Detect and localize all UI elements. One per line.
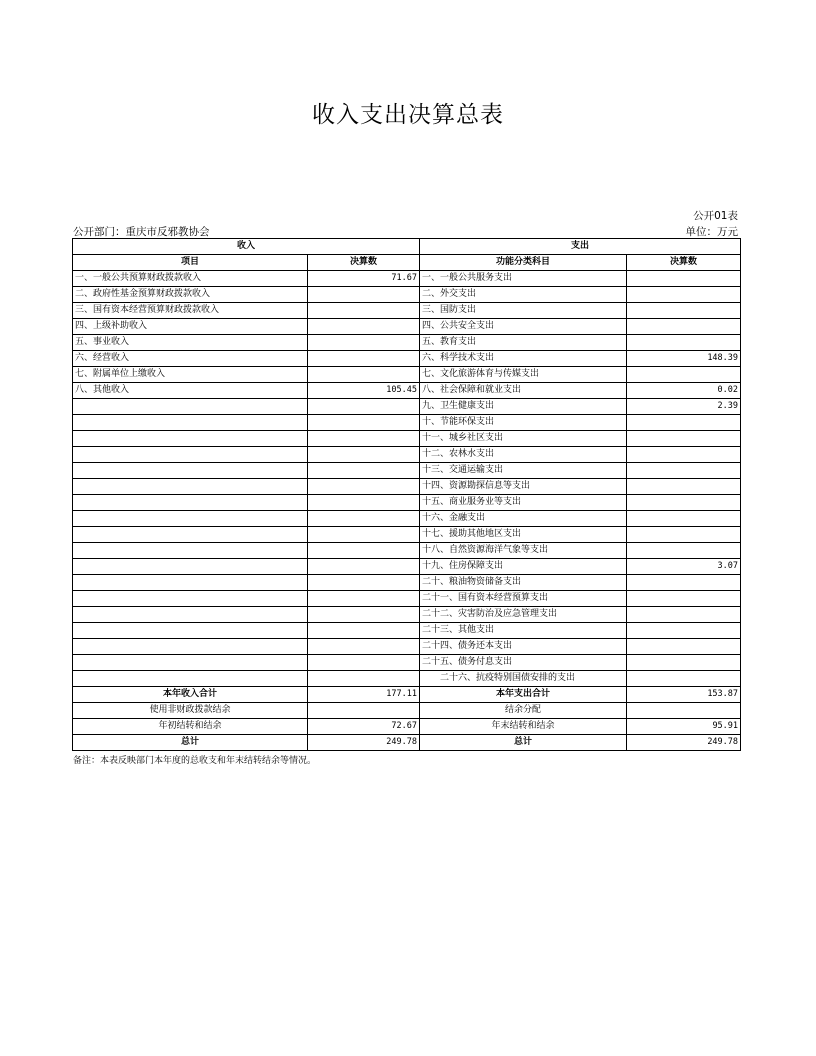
table-row bbox=[73, 431, 741, 447]
income-item-value bbox=[308, 575, 420, 591]
expense-item-label: 二十二、灾害防治及应急管理支出 bbox=[420, 607, 627, 623]
carryover-row-income-label: 年初结转和结余 bbox=[73, 719, 308, 735]
adjustment-row-expense-value bbox=[627, 703, 741, 719]
table-row bbox=[73, 543, 741, 559]
income-item-label: 六、经营收入 bbox=[73, 351, 308, 367]
form-code: 公开01表 bbox=[693, 210, 738, 222]
expense-item-label: 二十、粮油物资储备支出 bbox=[420, 575, 627, 591]
income-item-label bbox=[73, 575, 308, 591]
table-row bbox=[73, 527, 741, 543]
income-item-label bbox=[73, 511, 308, 527]
income-item-label: 五、事业收入 bbox=[73, 335, 308, 351]
expense-item-label: 十一、城乡社区支出 bbox=[420, 431, 627, 447]
department-label: 公开部门：重庆市反邪教协会 bbox=[73, 226, 210, 238]
income-item-label bbox=[73, 543, 308, 559]
income-item-label bbox=[73, 399, 308, 415]
expense-item-label: 二十四、债务还本支出 bbox=[420, 639, 627, 655]
expense-item-value bbox=[627, 447, 741, 463]
expense-item-value bbox=[627, 527, 741, 543]
income-item-label bbox=[73, 639, 308, 655]
table-row bbox=[73, 447, 741, 463]
expense-item-label: 十八、自然资源海洋气象等支出 bbox=[420, 543, 627, 559]
adjustment-row-income-label: 使用非财政拨款结余 bbox=[73, 703, 308, 719]
table-row bbox=[73, 511, 741, 527]
income-header: 收入 bbox=[73, 239, 420, 255]
grand-total-row-expense-value: 249.78 bbox=[627, 735, 741, 751]
expense-item-label: 十二、农林水支出 bbox=[420, 447, 627, 463]
income-item-label: 八、其他收入 bbox=[73, 383, 308, 399]
table-row bbox=[73, 319, 741, 335]
table-row bbox=[73, 367, 741, 383]
expense-item-label: 九、卫生健康支出 bbox=[420, 399, 627, 415]
expense-item-value: 148.39 bbox=[627, 351, 741, 367]
carryover-row-income-value: 72.67 bbox=[308, 719, 420, 735]
table-row bbox=[73, 655, 741, 671]
expense-item-label: 十九、住房保障支出 bbox=[420, 559, 627, 575]
table-row bbox=[73, 479, 741, 495]
income-item-label: 七、附属单位上缴收入 bbox=[73, 367, 308, 383]
table-row bbox=[73, 639, 741, 655]
expense-item-label: 二十三、其他支出 bbox=[420, 623, 627, 639]
income-item-value bbox=[308, 527, 420, 543]
expense-item-value bbox=[627, 671, 741, 687]
expense-item-value bbox=[627, 303, 741, 319]
adjustment-row-expense-label: 结余分配 bbox=[420, 703, 627, 719]
summary-table bbox=[72, 238, 741, 751]
income-item-value bbox=[308, 591, 420, 607]
expense-item-label: 十、节能环保支出 bbox=[420, 415, 627, 431]
expense-item-value bbox=[627, 639, 741, 655]
income-item-label bbox=[73, 463, 308, 479]
income-item-value bbox=[308, 367, 420, 383]
table-row bbox=[73, 399, 741, 415]
carryover-row bbox=[73, 719, 741, 735]
income-item-label: 三、国有资本经营预算财政拨款收入 bbox=[73, 303, 308, 319]
expense-item-value: 0.02 bbox=[627, 383, 741, 399]
expense-item-value bbox=[627, 655, 741, 671]
col-header-amount: 决算数 bbox=[308, 255, 420, 271]
income-item-value bbox=[308, 431, 420, 447]
expense-item-label: 二十六、抗疫特别国债安排的支出 bbox=[420, 671, 627, 687]
income-item-label bbox=[73, 479, 308, 495]
footnote: 备注：本表反映部门本年度的总收支和年末结转结余等情况。 bbox=[73, 756, 317, 766]
expense-item-label: 十六、金融支出 bbox=[420, 511, 627, 527]
expense-item-label: 六、科学技术支出 bbox=[420, 351, 627, 367]
income-item-label bbox=[73, 591, 308, 607]
income-item-value: 105.45 bbox=[308, 383, 420, 399]
table-row bbox=[73, 287, 741, 303]
income-item-value bbox=[308, 543, 420, 559]
column-header-row bbox=[73, 255, 741, 271]
table-row bbox=[73, 335, 741, 351]
expense-item-value bbox=[627, 415, 741, 431]
income-item-value bbox=[308, 351, 420, 367]
income-item-label bbox=[73, 559, 308, 575]
income-item-value bbox=[308, 287, 420, 303]
expense-item-value bbox=[627, 575, 741, 591]
expense-item-value bbox=[627, 623, 741, 639]
income-item-value bbox=[308, 335, 420, 351]
expense-item-value bbox=[627, 495, 741, 511]
table-row bbox=[73, 351, 741, 367]
unit-label: 单位：万元 bbox=[685, 226, 738, 238]
income-item-label bbox=[73, 415, 308, 431]
table-row bbox=[73, 463, 741, 479]
table-row bbox=[73, 303, 741, 319]
table-row bbox=[73, 607, 741, 623]
income-item-label: 一、一般公共预算财政拨款收入 bbox=[73, 271, 308, 287]
adjustment-row bbox=[73, 703, 741, 719]
table-row bbox=[73, 271, 741, 287]
expense-item-value bbox=[627, 607, 741, 623]
expense-item-label: 十三、交通运输支出 bbox=[420, 463, 627, 479]
income-item-value bbox=[308, 511, 420, 527]
grand-total-row-income-label: 总计 bbox=[73, 735, 308, 751]
col-header-item: 项目 bbox=[73, 255, 308, 271]
expense-item-value bbox=[627, 479, 741, 495]
expense-item-value bbox=[627, 367, 741, 383]
col-header-amount-2: 决算数 bbox=[627, 255, 741, 271]
table-row bbox=[73, 559, 741, 575]
expense-item-value bbox=[627, 271, 741, 287]
income-item-value bbox=[308, 479, 420, 495]
income-item-label bbox=[73, 655, 308, 671]
expense-item-value bbox=[627, 591, 741, 607]
col-header-function: 功能分类科目 bbox=[420, 255, 627, 271]
expense-item-label: 五、教育支出 bbox=[420, 335, 627, 351]
expense-item-label: 十七、援助其他地区支出 bbox=[420, 527, 627, 543]
income-item-value bbox=[308, 415, 420, 431]
expense-item-value bbox=[627, 335, 741, 351]
expense-item-value: 3.07 bbox=[627, 559, 741, 575]
table-row bbox=[73, 591, 741, 607]
income-item-label bbox=[73, 623, 308, 639]
expense-item-value bbox=[627, 287, 741, 303]
table-row bbox=[73, 575, 741, 591]
adjustment-row-income-value bbox=[308, 703, 420, 719]
income-item-label bbox=[73, 671, 308, 687]
expense-item-label: 二、外交支出 bbox=[420, 287, 627, 303]
income-item-value bbox=[308, 607, 420, 623]
income-item-value bbox=[308, 319, 420, 335]
income-item-label: 二、政府性基金预算财政拨款收入 bbox=[73, 287, 308, 303]
income-item-label bbox=[73, 527, 308, 543]
income-item-value bbox=[308, 399, 420, 415]
grand-total-row bbox=[73, 735, 741, 751]
expense-item-label: 四、公共安全支出 bbox=[420, 319, 627, 335]
income-item-value bbox=[308, 623, 420, 639]
expense-item-label: 二十一、国有资本经营预算支出 bbox=[420, 591, 627, 607]
totals-row-income-value: 177.11 bbox=[308, 687, 420, 703]
grand-total-row-expense-label: 总计 bbox=[420, 735, 627, 751]
expense-item-value bbox=[627, 463, 741, 479]
expense-item-label: 十五、商业服务业等支出 bbox=[420, 495, 627, 511]
totals-row-income-label: 本年收入合计 bbox=[73, 687, 308, 703]
expense-item-label: 七、文化旅游体育与传媒支出 bbox=[420, 367, 627, 383]
carryover-row-expense-label: 年末结转和结余 bbox=[420, 719, 627, 735]
expense-item-value: 2.39 bbox=[627, 399, 741, 415]
carryover-row-expense-value: 95.91 bbox=[627, 719, 741, 735]
expense-item-label: 一、一般公共服务支出 bbox=[420, 271, 627, 287]
income-item-label: 四、上级补助收入 bbox=[73, 319, 308, 335]
income-item-value bbox=[308, 655, 420, 671]
expense-item-label: 八、社会保障和就业支出 bbox=[420, 383, 627, 399]
expense-item-value bbox=[627, 319, 741, 335]
page-title: 收入支出决算总表 bbox=[312, 102, 504, 128]
table-row bbox=[73, 671, 741, 687]
income-item-value bbox=[308, 447, 420, 463]
income-item-value bbox=[308, 639, 420, 655]
income-item-value bbox=[308, 671, 420, 687]
income-item-label bbox=[73, 495, 308, 511]
table-row bbox=[73, 623, 741, 639]
totals-row-expense-value: 153.87 bbox=[627, 687, 741, 703]
income-item-value bbox=[308, 303, 420, 319]
table-row bbox=[73, 383, 741, 399]
table-row bbox=[73, 495, 741, 511]
income-item-value bbox=[308, 463, 420, 479]
income-item-value bbox=[308, 559, 420, 575]
income-item-value: 71.67 bbox=[308, 271, 420, 287]
expense-item-label: 二十五、债务付息支出 bbox=[420, 655, 627, 671]
table-row bbox=[73, 415, 741, 431]
income-item-label bbox=[73, 431, 308, 447]
expense-item-label: 三、国防支出 bbox=[420, 303, 627, 319]
expense-item-value bbox=[627, 511, 741, 527]
totals-row-expense-label: 本年支出合计 bbox=[420, 687, 627, 703]
expense-item-label: 十四、资源勘探信息等支出 bbox=[420, 479, 627, 495]
income-item-value bbox=[308, 495, 420, 511]
totals-row bbox=[73, 687, 741, 703]
expense-item-value bbox=[627, 431, 741, 447]
expense-item-value bbox=[627, 543, 741, 559]
income-item-label bbox=[73, 447, 308, 463]
income-item-label bbox=[73, 607, 308, 623]
grand-total-row-income-value: 249.78 bbox=[308, 735, 420, 751]
expense-header: 支出 bbox=[420, 239, 741, 255]
section-header-row bbox=[73, 239, 741, 255]
